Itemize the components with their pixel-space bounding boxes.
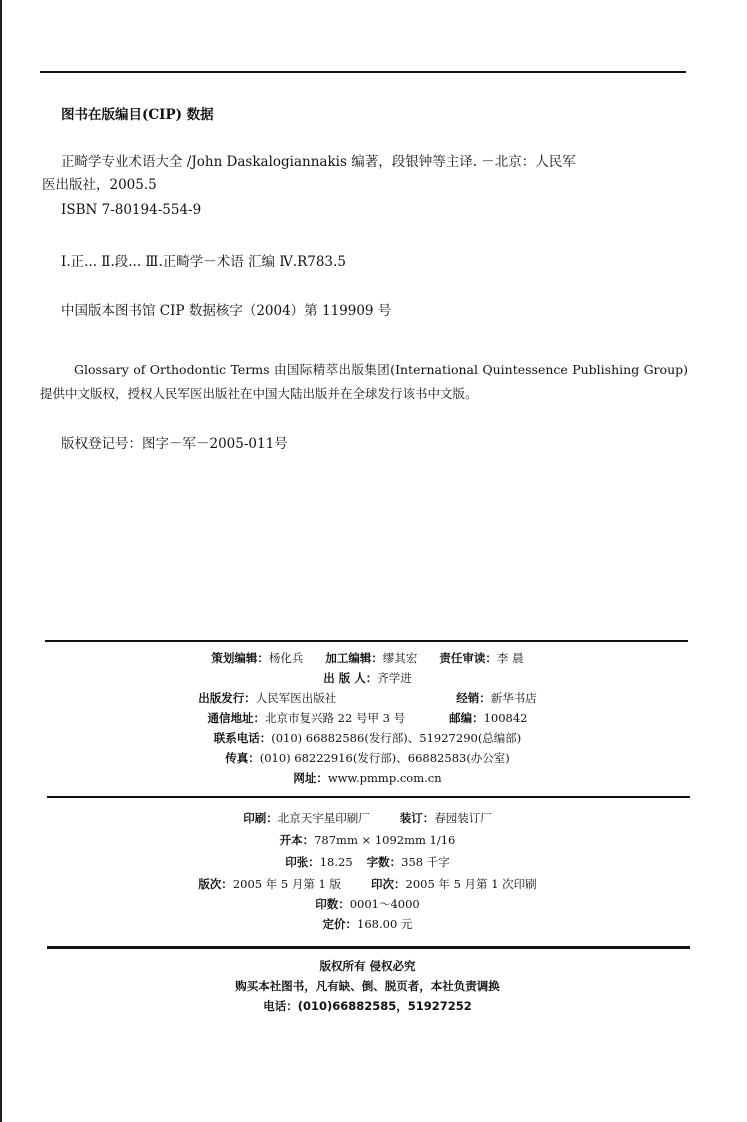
imprint-top-rule bbox=[45, 640, 688, 642]
binder-value: 春园装订厂 bbox=[434, 811, 492, 825]
price-line bbox=[45, 916, 690, 933]
edition-value: 2005 年 5 月第 1 版 bbox=[232, 877, 341, 891]
print-run-label: 印数： bbox=[315, 897, 350, 911]
fax-line bbox=[45, 750, 690, 767]
footer-top-rule bbox=[47, 946, 690, 949]
price-label: 定价： bbox=[322, 917, 358, 931]
reviewer-value: 李 晨 bbox=[496, 651, 524, 665]
printer-label: 印刷： bbox=[243, 811, 278, 825]
impression-label: 印次： bbox=[371, 877, 406, 891]
copyright-notice: Glossary of Orthodontic Terms 由国际精萃出版集团(International Quintessence Publishing Group)提供中文版权，授权人民军医出版社在中国大陆出版并在全球发行该书中文版。 bbox=[40, 362, 688, 401]
printing-top-rule bbox=[47, 796, 690, 798]
cip-entry-line2: 医出版社，2005.5 bbox=[42, 177, 157, 193]
edition-line bbox=[45, 876, 690, 893]
registration-number: 版权登记号：图字－军－2005-011号 bbox=[61, 436, 288, 452]
editors-line bbox=[45, 650, 690, 667]
edition-label: 版次： bbox=[198, 877, 233, 891]
binder-label: 装订： bbox=[399, 811, 435, 825]
printer-line bbox=[45, 810, 690, 827]
sheets-label: 印张： bbox=[285, 855, 320, 869]
reviewer-label: 责任审读： bbox=[439, 651, 497, 665]
rights-reserved: 版权所有 侵权必究 bbox=[319, 959, 416, 973]
cip-record-number: 中国版本图书馆 CIP 数据核字（2004）第 119909 号 bbox=[61, 303, 392, 319]
planning-editor-value: 杨化兵 bbox=[268, 651, 304, 665]
postcode-value: 100842 bbox=[483, 711, 528, 725]
sheets-value: 18.25 bbox=[319, 855, 353, 869]
seller-label: 经销： bbox=[456, 691, 491, 705]
printer-value: 北京天宇星印刷厂 bbox=[277, 811, 370, 825]
print-run-value: 0001～4000 bbox=[349, 897, 420, 911]
phone-label: 联系电话： bbox=[213, 731, 272, 745]
cip-isbn: ISBN 7-80194-554-9 bbox=[61, 202, 202, 218]
service-phone: 电话：(010)66882585，51927252 bbox=[263, 999, 472, 1013]
distribution-value: 人民军医出版社 bbox=[255, 691, 337, 705]
cip-entry-line1: 正畸学专业术语大全 /John Daskalogiannakis 编著，段银钟等主译. －北京：人民军 bbox=[61, 154, 576, 170]
price-value: 168.00 元 bbox=[357, 917, 413, 931]
copy-editor-value: 缪其宏 bbox=[382, 651, 418, 665]
website-label: 网址： bbox=[293, 771, 328, 785]
fax-label: 传真： bbox=[225, 751, 260, 765]
format-label: 开本： bbox=[279, 833, 315, 847]
publisher-value: 齐学进 bbox=[377, 671, 412, 685]
top-rule bbox=[40, 71, 686, 73]
format-line bbox=[45, 832, 690, 849]
format-value: 787mm × 1092mm 1/16 bbox=[314, 833, 456, 847]
seller-value: 新华书店 bbox=[490, 691, 537, 705]
print-run-line bbox=[45, 896, 690, 913]
words-label: 字数： bbox=[366, 855, 402, 869]
address-value: 北京市复兴路 22 号甲 3 号 bbox=[265, 711, 406, 725]
cip-subjects: Ⅰ.正... Ⅱ.段... Ⅲ.正畸学－术语 汇编 Ⅳ.R783.5 bbox=[61, 254, 346, 270]
postcode-label: 邮编： bbox=[449, 711, 484, 725]
sheets-line bbox=[45, 854, 690, 871]
publisher-line bbox=[45, 670, 690, 687]
address-line bbox=[45, 710, 690, 727]
page-left-border bbox=[0, 0, 2, 1122]
phone-value: (010) 66882586(发行部)、51927290(总编部) bbox=[271, 731, 522, 745]
copy-editor-label: 加工编辑： bbox=[325, 651, 383, 665]
fax-value: (010) 68222916(发行部)、66882583(办公室) bbox=[259, 751, 510, 765]
planning-editor-label: 策划编辑： bbox=[211, 651, 269, 665]
distribution-line bbox=[45, 690, 690, 707]
website-line bbox=[45, 770, 690, 787]
impression-value: 2005 年 5 月第 1 次印刷 bbox=[405, 877, 537, 891]
phone-line bbox=[45, 730, 690, 747]
defect-notice: 购买本社图书，凡有缺、倒、脱页者，本社负责调换 bbox=[235, 979, 500, 993]
distribution-label: 出版发行： bbox=[198, 691, 256, 705]
words-value: 358 千字 bbox=[401, 855, 450, 869]
publisher-label: 出 版 人： bbox=[323, 671, 378, 685]
address-label: 通信地址： bbox=[207, 711, 265, 725]
website-value[interactable]: www.pmmp.com.cn bbox=[327, 771, 442, 785]
cip-heading: 图书在版编目(CIP) 数据 bbox=[61, 107, 214, 123]
